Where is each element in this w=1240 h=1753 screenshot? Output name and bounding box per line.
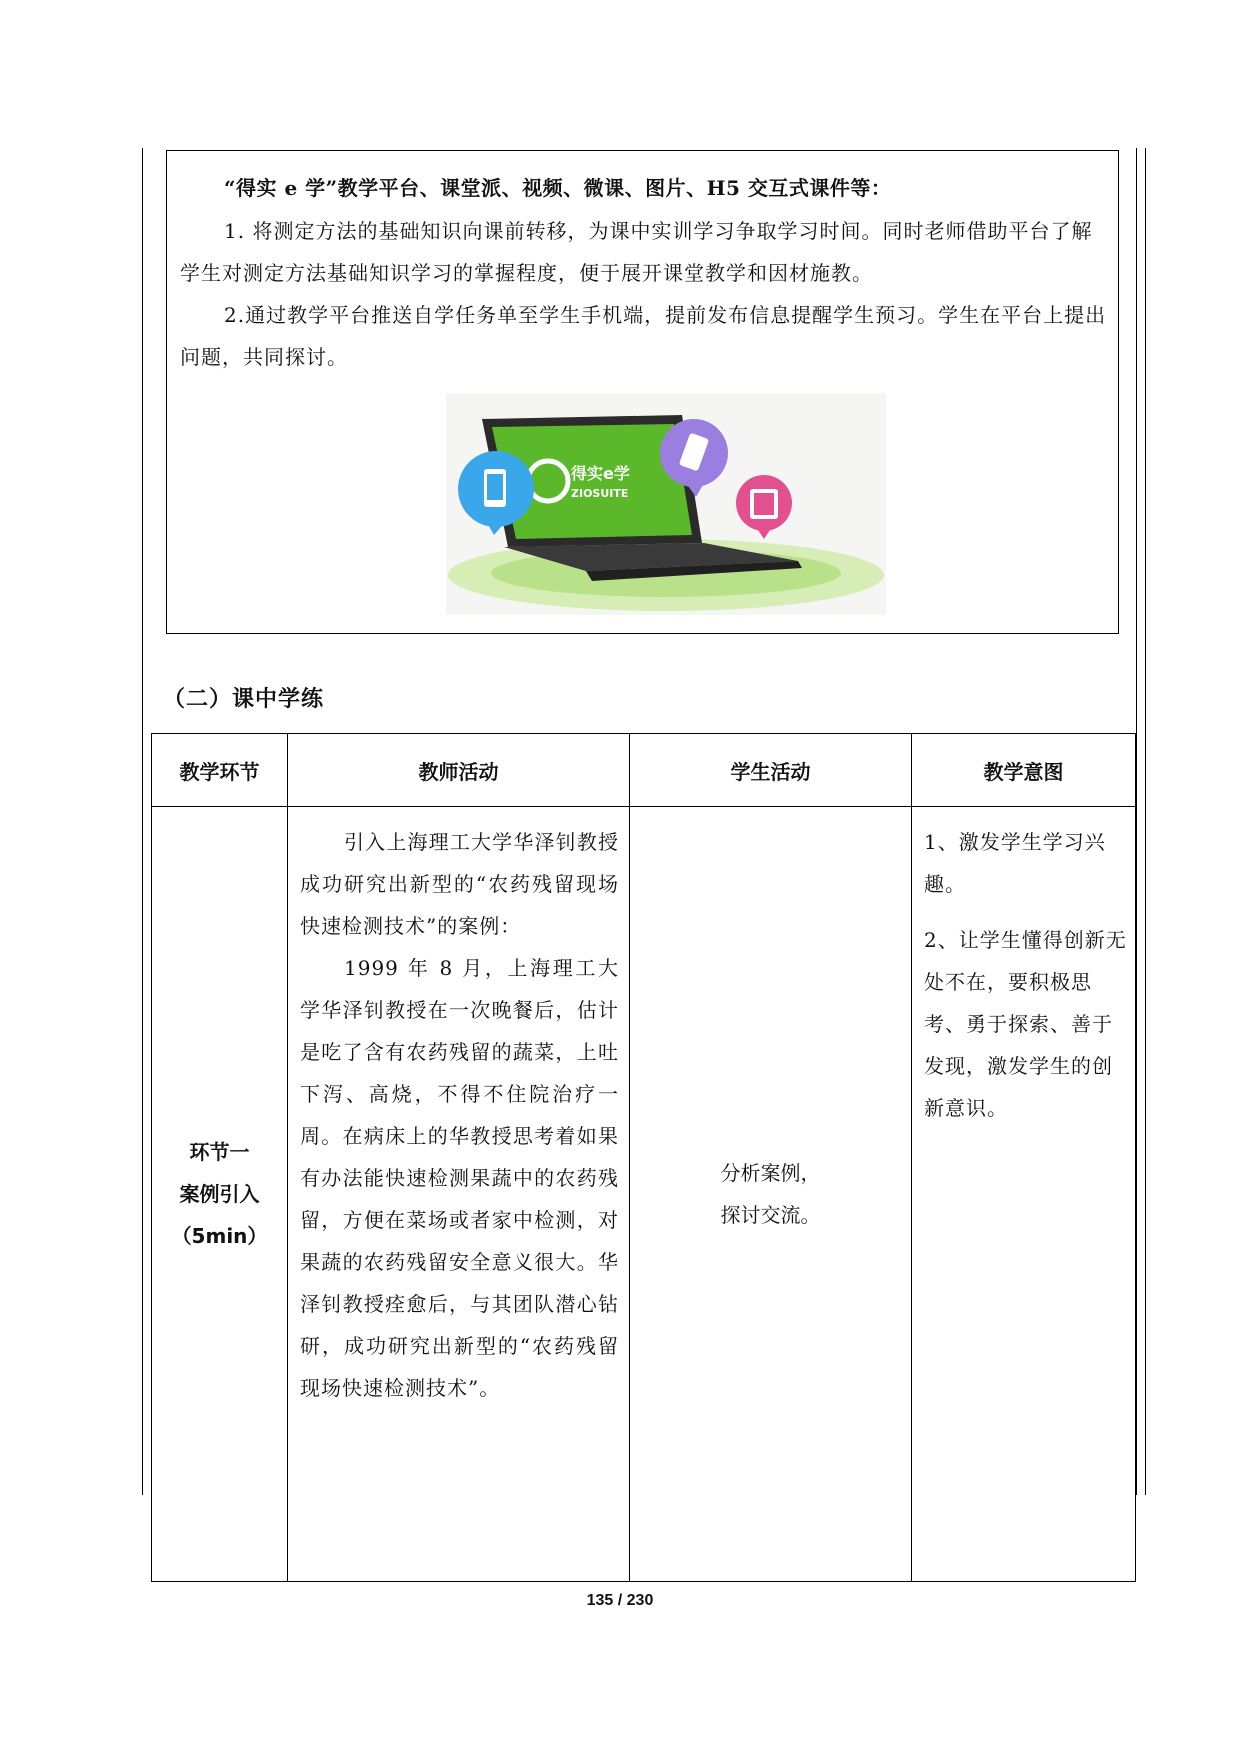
teacher-paragraph-1: 引入上海理工大学华泽钊教授成功研究出新型的“农药残留现场快速检测技术”的案例：	[300, 830, 619, 938]
header-teaching-intent: 教学意图	[912, 734, 1136, 807]
inner-right-rule	[1136, 148, 1137, 1495]
intent-item-2: 2、让学生懂得创新无处不在，要积极思考、勇于探索、善于发现，激发学生的创新意识。	[924, 928, 1127, 1120]
header-stage: 教学环节	[152, 734, 288, 807]
teacher-paragraph-2: 1999 年 8 月，上海理工大学华泽钊教授在一次晚餐后，估计是吃了含有农药残留的蔬菜，上吐下泻、高烧，不得不住院治疗一周。在病床上的华教授思考着如果有办法能快速检测果蔬中的农药残留，方便在菜场或者家中检测，对果蔬的农药残留安全意义很大。华泽钊教授痊愈后，与其团队潜心钻研，成功研究出新型的“农药残留现场快速检测技术”。	[300, 956, 619, 1400]
student-line-2: 探讨交流。	[720, 1203, 821, 1227]
stage-cell	[152, 807, 288, 1582]
stage-name: 案例引入	[179, 1182, 260, 1206]
pad-bubble-icon	[736, 475, 792, 539]
student-line-1: 分析案例，	[720, 1161, 821, 1185]
page-number: 135 / 230	[586, 1592, 654, 1609]
table-header-row	[152, 734, 1136, 807]
intro-title: “得实 e 学”教学平台、课堂派、视频、微课、图片、H5 交互式课件等：	[224, 176, 892, 200]
teaching-intent-cell	[912, 807, 1136, 1582]
logo-text: 得实e学	[571, 464, 630, 483]
logo-subtext: ZIOSUITE	[571, 487, 629, 500]
intro-paragraph-1: 1. 将测定方法的基础知识向课前转移，为课中实训学习争取学习时间。同时老师借助平台了解学生对测定方法基础知识学习的掌握程度，便于展开课堂教学和因材施教。	[180, 219, 1093, 285]
header-teacher-activity: 教师活动	[288, 734, 630, 807]
platform-illustration	[446, 393, 886, 615]
student-activity-cell	[630, 807, 912, 1582]
section-heading: （二）课中学练	[163, 686, 325, 712]
teacher-activity-cell	[288, 807, 630, 1582]
intro-paragraph-2: 2.通过教学平台推送自学任务单至学生手机端，提前发布信息提醒学生预习。学生在平台上提出问题，共同探讨。	[180, 303, 1107, 369]
intent-item-1: 1、激发学生学习兴趣。	[924, 830, 1106, 896]
table-row	[152, 807, 1136, 1582]
stage-duration: （5min）	[171, 1224, 268, 1248]
header-student-activity: 学生活动	[630, 734, 912, 807]
stage-label: 环节一	[189, 1140, 250, 1164]
lesson-table	[151, 733, 1136, 1582]
laptop-illustration-svg	[446, 393, 886, 615]
